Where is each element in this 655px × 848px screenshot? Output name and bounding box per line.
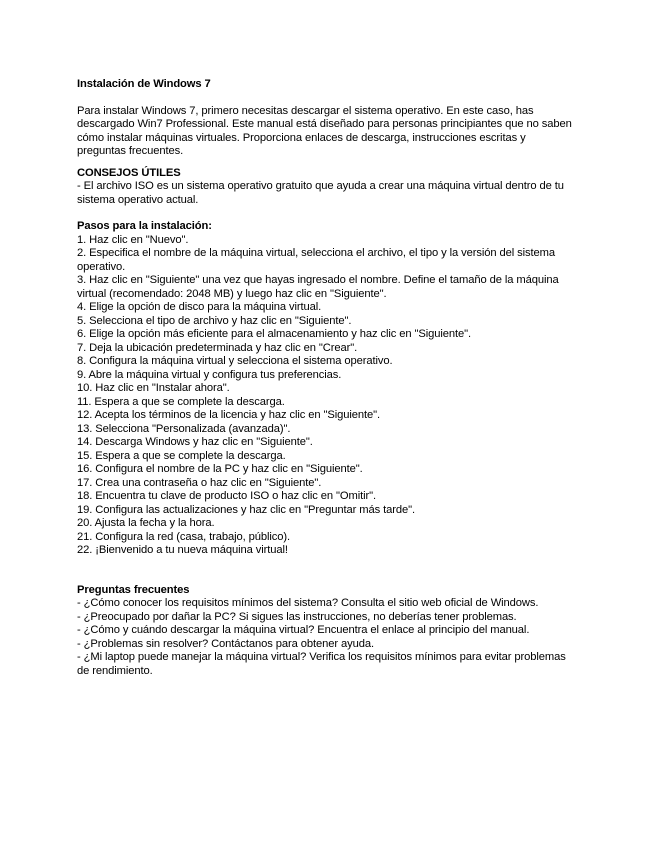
tips-section bbox=[77, 167, 577, 208]
step-item: 15. Espera a que se complete la descarga. bbox=[77, 449, 286, 462]
step-item: 6. Elige la opción más eficiente para el almacenamiento y haz clic en "Siguiente". bbox=[77, 328, 472, 340]
faq-item: - ¿Mi laptop puede manejar la máquina virtual? Verifica los requisitos mínimos para evitar problemas de rendimiento. bbox=[77, 651, 566, 677]
faq-section bbox=[77, 584, 577, 679]
faq-item: - ¿Problemas sin resolver? Contáctanos para obtener ayuda. bbox=[77, 637, 375, 650]
step-item: 7. Deja la ubicación predeterminada y haz clic en "Crear". bbox=[77, 341, 358, 354]
faq-heading: Preguntas frecuentes bbox=[77, 583, 190, 596]
tips-heading: CONSEJOS ÚTILES bbox=[77, 166, 181, 179]
steps-section bbox=[77, 220, 577, 558]
step-item: 12. Acepta los términos de la licencia y haz clic en "Siguiente". bbox=[77, 409, 381, 421]
step-item: 22. ¡Bienvenido a tu nueva máquina virtual! bbox=[77, 544, 288, 556]
step-item: 18. Encuentra tu clave de producto ISO o haz clic en "Omitir". bbox=[77, 490, 376, 502]
step-item: 8. Configura la máquina virtual y selecciona el sistema operativo. bbox=[77, 355, 393, 367]
step-item: 3. Haz clic en "Siguiente" una vez que hayas ingresado el nombre. Define el tamaño de la máquina virtual (recomendado: 2048 MB) y luego haz clic en "Siguiente". bbox=[77, 274, 559, 300]
document-page bbox=[77, 78, 577, 678]
step-item: 20. Ajusta la fecha y la hora. bbox=[77, 517, 215, 529]
step-item: 16. Configura el nombre de la PC y haz clic en "Siguiente". bbox=[77, 463, 363, 475]
step-item: 10. Haz clic en "Instalar ahora". bbox=[77, 382, 230, 394]
document-title: Instalación de Windows 7 bbox=[77, 78, 211, 90]
step-item: 1. Haz clic en "Nuevo". bbox=[77, 233, 189, 246]
faq-item: - ¿Preocupado por dañar la PC? Si sigues las instrucciones, no deberías tener problemas. bbox=[77, 610, 517, 623]
tips-text: - El archivo ISO es un sistema operativo gratuito que ayuda a crear una máquina virtual dentro de tu sistema operativo actual. bbox=[77, 180, 564, 206]
faq-item: - ¿Cómo conocer los requisitos mínimos del sistema? Consulta el sitio web oficial de Windows. bbox=[77, 597, 539, 609]
faq-item: - ¿Cómo y cuándo descargar la máquina virtual? Encuentra el enlace al principio del manual. bbox=[77, 624, 530, 636]
step-item: 17. Crea una contraseña o haz clic en "Siguiente". bbox=[77, 476, 322, 489]
step-item: 9. Abre la máquina virtual y configura tus preferencias. bbox=[77, 368, 342, 381]
faq-list bbox=[77, 597, 577, 678]
step-item: 19. Configura las actualizaciones y haz clic en "Preguntar más tarde". bbox=[77, 503, 415, 516]
intro-paragraph: Para instalar Windows 7, primero necesitas descargar el sistema operativo. En este caso, has descargado Win7 Professional. Este manual está diseñado para personas principiantes que no saben cómo instalar máquinas virtuales. Proporciona enlaces de descarga, instrucciones escritas y preguntas frecuentes. bbox=[77, 104, 572, 157]
step-item: 4. Elige la opción de disco para la máquina virtual. bbox=[77, 301, 322, 313]
steps-heading: Pasos para la instalación: bbox=[77, 220, 212, 232]
step-item: 11. Espera a que se complete la descarga. bbox=[77, 395, 285, 408]
step-item: 2. Especifica el nombre de la máquina virtual, selecciona el archivo, el tipo y la versión del sistema operativo. bbox=[77, 247, 555, 273]
step-item: 14. Descarga Windows y haz clic en "Siguiente". bbox=[77, 436, 313, 448]
steps-list bbox=[77, 234, 577, 558]
step-item: 5. Selecciona el tipo de archivo y haz clic en "Siguiente". bbox=[77, 314, 352, 327]
step-item: 21. Configura la red (casa, trabajo, público). bbox=[77, 530, 291, 543]
step-item: 13. Selecciona "Personalizada (avanzada)". bbox=[77, 422, 291, 435]
